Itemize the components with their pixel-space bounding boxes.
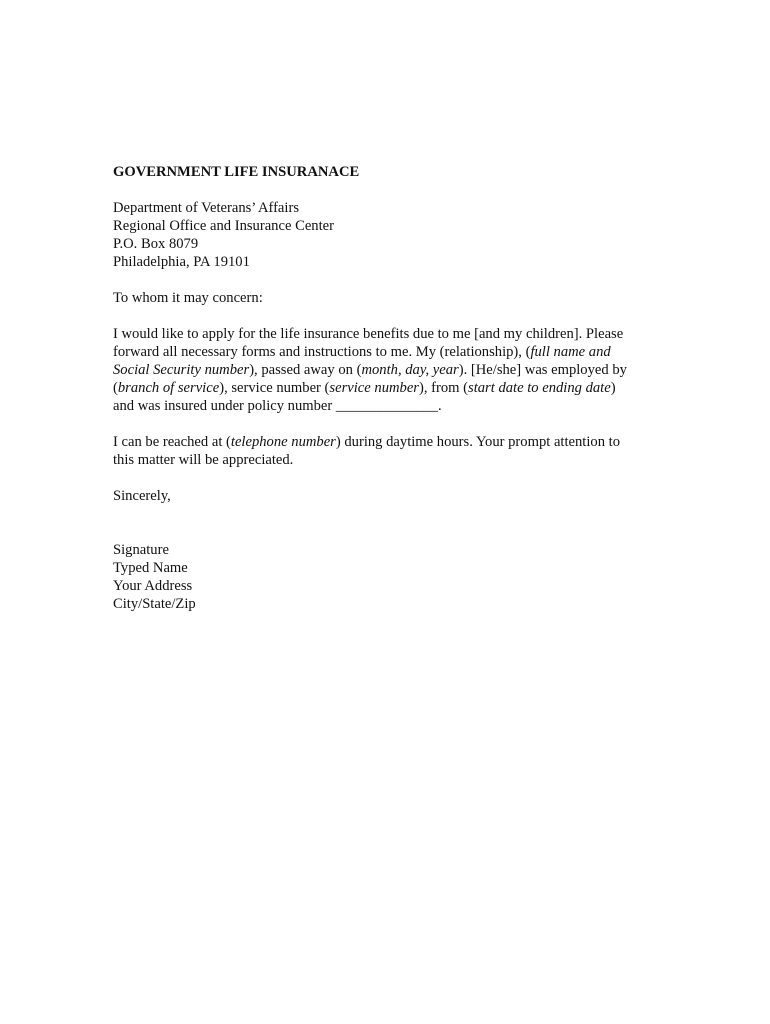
signature-block [113, 541, 653, 613]
address-line: P.O. Box 8079 [113, 236, 199, 252]
text-segment: ), from ( [418, 380, 469, 396]
signature-line: Signature [113, 542, 169, 558]
closing: Sincerely, [113, 488, 171, 504]
text-segment: ), service number ( [219, 380, 330, 396]
contact-paragraph [113, 433, 653, 469]
text-segment: ), passed away on ( [249, 362, 362, 378]
letter-title: GOVERNMENT LIFE INSURANACE [113, 164, 360, 180]
paragraph-line [113, 451, 653, 469]
letter [113, 163, 653, 631]
text-segment: ( [113, 380, 118, 396]
address-line: Your Address [113, 578, 193, 594]
text-segment: forward all necessary forms and instructions to me. My (relationship), ( [113, 344, 531, 360]
placeholder-text: service number [329, 380, 419, 396]
request-paragraph [113, 325, 653, 415]
text-segment: this matter will be appreciated. [113, 452, 294, 468]
placeholder-text: month, day, year [361, 362, 459, 378]
address-line: Regional Office and Insurance Center [113, 218, 334, 234]
address-line: Department of Veterans’ Affairs [113, 200, 300, 216]
paragraph-line [113, 343, 653, 361]
text-segment: ) [610, 380, 616, 396]
text-segment: and was insured under policy number ______________. [113, 398, 442, 414]
placeholder-text: Social Security number [113, 362, 250, 378]
text-segment: I can be reached at ( [113, 434, 231, 450]
paragraph-line [113, 433, 653, 451]
paragraph-line [113, 397, 653, 415]
placeholder-text: full name and [530, 344, 611, 360]
placeholder-text: telephone number [230, 434, 336, 450]
city-state-zip-line: City/State/Zip [113, 596, 196, 612]
text-segment: ). [He/she] was employed by [458, 362, 627, 378]
salutation: To whom it may concern: [113, 290, 263, 306]
typed-name-line: Typed Name [113, 560, 188, 576]
paragraph-line [113, 325, 653, 343]
text-segment: ) during daytime hours. Your prompt attention to [335, 434, 621, 450]
text-segment: I would like to apply for the life insurance benefits due to me [and my children]. Please [113, 326, 624, 342]
paragraph-line [113, 361, 653, 379]
placeholder-text: branch of service [117, 380, 220, 396]
paragraph-line [113, 379, 653, 397]
address-line: Philadelphia, PA 19101 [113, 254, 250, 270]
placeholder-text: start date to ending date [468, 380, 611, 396]
recipient-address [113, 199, 653, 271]
